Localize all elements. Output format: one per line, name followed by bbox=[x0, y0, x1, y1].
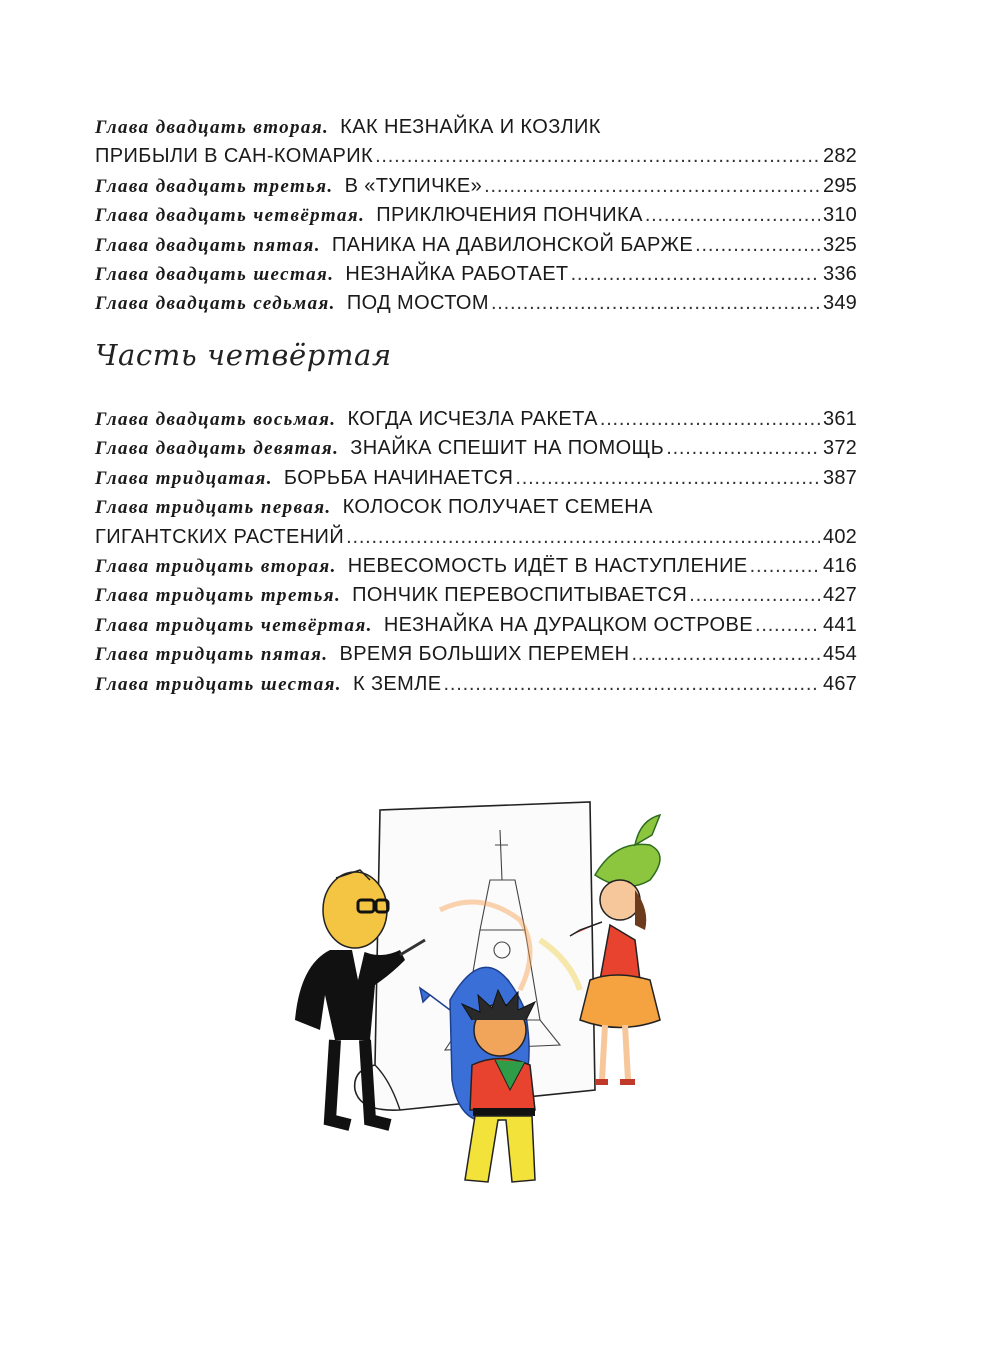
leader-dots bbox=[484, 172, 820, 201]
leader-dots bbox=[645, 201, 820, 230]
chapter-title: ЗНАЙКА СПЕШИТ НА ПОМОЩЬ bbox=[350, 437, 665, 460]
page-number: 349 bbox=[823, 292, 857, 315]
toc-part-four bbox=[95, 405, 857, 699]
toc-entry bbox=[95, 611, 857, 640]
chapter-title: ПРИКЛЮЧЕНИЯ ПОНЧИКА bbox=[376, 204, 643, 227]
chapter-title: ПОНЧИК ПЕРЕВОСПИТЫВАЕТСЯ bbox=[352, 584, 688, 607]
chapter-label: Глава двадцать седьмая. bbox=[95, 293, 336, 315]
leader-dots bbox=[491, 289, 820, 318]
page-number: 336 bbox=[823, 263, 857, 286]
page-number: 402 bbox=[823, 525, 857, 548]
chapter-label: Глава тридцать первая. bbox=[95, 497, 332, 519]
chapter-label: Глава двадцать девятая. bbox=[95, 438, 340, 460]
page-number: 361 bbox=[823, 408, 857, 430]
chapter-label: Глава двадцать вторая. bbox=[95, 117, 330, 138]
chapter-title-continued: ПРИБЫЛИ В САН-КОМАРИК bbox=[95, 145, 374, 168]
toc-entry bbox=[95, 172, 857, 201]
chapter-title: ВРЕМЯ БОЛЬШИХ ПЕРЕМЕН bbox=[339, 643, 630, 666]
leader-dots bbox=[375, 142, 820, 171]
leader-dots bbox=[571, 260, 820, 289]
leader-dots bbox=[695, 231, 820, 260]
leader-dots bbox=[666, 434, 820, 463]
chapter-title: КОГДА ИСЧЕЗЛА РАКЕТА bbox=[347, 408, 598, 430]
neznayka-figure bbox=[462, 990, 535, 1182]
toc-entry bbox=[95, 201, 857, 230]
leader-dots bbox=[444, 670, 821, 699]
leader-dots bbox=[631, 640, 820, 669]
chapter-label: Глава тридцать третья. bbox=[95, 585, 342, 607]
chapter-title-continued: ГИГАНТСКИХ РАСТЕНИЙ bbox=[95, 525, 345, 548]
chapter-title: БОРЬБА НАЧИНАЕТСЯ bbox=[283, 466, 514, 489]
illustration-characters-with-rocket-drawing bbox=[240, 790, 700, 1200]
leader-dots bbox=[750, 552, 820, 581]
toc-entry bbox=[95, 640, 857, 669]
toc-entry bbox=[95, 260, 857, 289]
leader-dots bbox=[515, 464, 820, 493]
chapter-title: ПАНИКА НА ДАВИЛОНСКОЙ БАРЖЕ bbox=[331, 233, 694, 256]
toc-entry bbox=[95, 231, 857, 260]
toc-part-three bbox=[95, 113, 857, 319]
chapter-title: К ЗЕМЛЕ bbox=[352, 672, 442, 695]
toc-entry bbox=[95, 113, 857, 172]
chapter-label: Глава тридцать шестая. bbox=[95, 673, 342, 695]
toc-entry bbox=[95, 581, 857, 610]
chapter-title: НЕЗНАЙКА НА ДУРАЦКОМ ОСТРОВЕ bbox=[383, 613, 753, 636]
page-number: 282 bbox=[823, 145, 857, 168]
chapter-label: Глава тридцать вторая. bbox=[95, 556, 337, 578]
page-number: 467 bbox=[823, 672, 857, 695]
chapter-title: ПОД МОСТОМ bbox=[346, 292, 489, 315]
page-number: 295 bbox=[823, 174, 857, 197]
toc-entry bbox=[95, 289, 857, 318]
chapter-label: Глава двадцать шестая. bbox=[95, 264, 335, 286]
chapter-label: Глава двадцать восьмая. bbox=[95, 409, 337, 430]
toc-entry bbox=[95, 405, 857, 434]
page-number: 416 bbox=[823, 555, 857, 578]
leader-dots bbox=[600, 405, 820, 434]
toc-entry bbox=[95, 464, 857, 493]
chapter-label: Глава тридцатая. bbox=[95, 467, 273, 489]
toc-entry bbox=[95, 670, 857, 699]
chapter-label: Глава двадцать пятая. bbox=[95, 234, 321, 256]
chapter-label: Глава тридцать четвёртая. bbox=[95, 614, 373, 636]
chapter-label: Глава тридцать пятая. bbox=[95, 644, 329, 666]
page-number: 372 bbox=[823, 437, 857, 460]
chapter-title: НЕЗНАЙКА РАБОТАЕТ bbox=[345, 263, 569, 286]
page-number: 441 bbox=[823, 613, 857, 636]
chapter-label: Глава двадцать третья. bbox=[95, 175, 334, 197]
chapter-title: КОЛОСОК ПОЛУЧАЕТ СЕМЕНА bbox=[342, 496, 653, 519]
toc-entry bbox=[95, 434, 857, 463]
leader-dots bbox=[755, 611, 820, 640]
chapter-title: В «ТУПИЧКЕ» bbox=[344, 174, 483, 197]
page-number: 310 bbox=[823, 204, 857, 227]
page-number: 427 bbox=[823, 584, 857, 607]
page-number: 454 bbox=[823, 643, 857, 666]
page-number: 325 bbox=[823, 233, 857, 256]
leader-dots bbox=[689, 581, 820, 610]
chapter-title: НЕВЕСОМОСТЬ ИДЁТ В НАСТУПЛЕНИЕ bbox=[347, 555, 748, 578]
chapter-label: Глава двадцать четвёртая. bbox=[95, 205, 366, 227]
part-heading: Часть четвёртая bbox=[95, 338, 392, 372]
leader-dots bbox=[346, 523, 820, 552]
toc-entry bbox=[95, 552, 857, 581]
toc-entry bbox=[95, 493, 857, 552]
chapter-title: КАК НЕЗНАЙКА И КОЗЛИК bbox=[340, 116, 601, 138]
page-number: 387 bbox=[823, 466, 857, 489]
